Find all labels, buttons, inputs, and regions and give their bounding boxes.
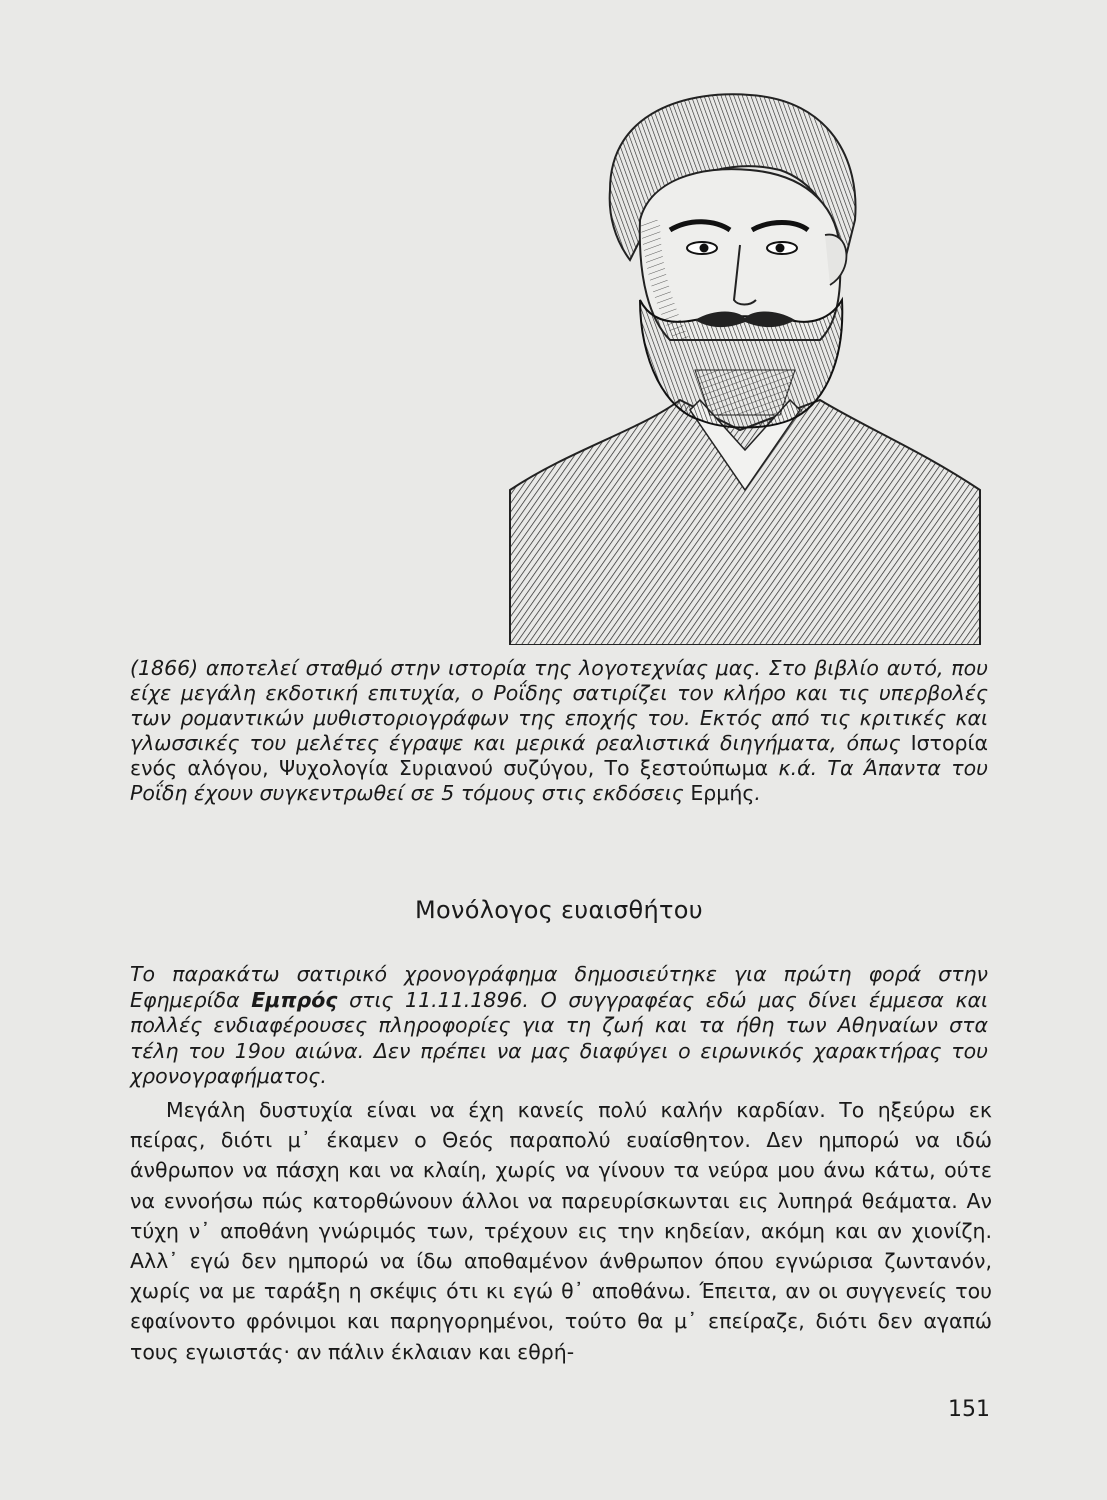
intro-newspaper: Εμπρός xyxy=(251,987,338,1012)
caption-text: (1866) αποτελεί σταθμό στην ιστορία της λογοτεχνίας μας. Στο βιβλίο αυτό, που είχε μεγάλη εκδοτική επιτυχία, ο Ροΐδης σατιρίζει τον κλήρο και τις υπερβολές των ρομαντικών μυθιστοριογράφων της εποχής του. Εκτός από τις κριτικές και γλωσσικές του μελέτες έγραψε και μερικά ρεαλιστικά διηγήματα, όπως xyxy=(130,656,988,755)
caption-works: Ιστορία ενός αλόγου, Ψυχολογία Συριανού συζύγου, Το ξεστούπωμα xyxy=(130,731,988,780)
caption-publisher: Ερμής xyxy=(690,781,755,805)
body-paragraph xyxy=(130,1095,992,1367)
body-text: Μεγάλη δυστυχία είναι να έχη κανείς πολύ καλήν καρδίαν. Το ηξεύρω εκ πείρας, διότι μ᾽ έκαμεν ο Θεός παραπολύ ευαίσθητον. Δεν ημπορώ να ιδώ άνθρωπον να πάσχη και να κλαίη, χωρίς να γίνουν τα νεύρα μου άνω κάτω, ούτε να εννοήσω πώς κατορθώνουν άλλοι να παρευρίσκωνται εις λυπηρά θεάματα. Αν τύχη ν᾽ αποθάνη γνώριμός των, τρέχουν εις την κηδείαν, ακόμη και αν χιονίζη. Αλλ᾽ εγώ δεν ημπορώ να ίδω αποθαμένον άνθρωπον όπου εγνώρισα ζωντανόν, χωρίς να με ταράξη η σκέψις ότι κι εγώ θ᾽ αποθάνω. Έπειτα, αν οι συγγενείς του εφαίνοντο φρόνιμοι και παρηγορημένοι, τούτο θα μ᾽ επείραζε, διότι δεν αγαπώ τους εγωιστάς· αν πάλιν έκλαιαν και εθρή- xyxy=(130,1098,992,1364)
caption-middle: κ.ά. Τα Άπαντα του Ροΐδη έχουν συγκεντρωθεί σε 5 τόμους στις εκδόσεις xyxy=(130,756,988,805)
page-number: 151 xyxy=(948,1397,990,1422)
portrait-engraving xyxy=(490,70,990,645)
caption-end: . xyxy=(754,781,761,805)
intro-after: στις 11.11.1896. Ο συγγραφέας εδώ μας δίνει έμμεσα και πολλές ενδιαφέρουσες πληροφορίες για τη ζωή και τα ήθη των Αθηναίων στα τέλη του 19ου αιώνα. Δεν πρέπει να μας διαφύγει ο ειρωνικός χαρακτήρας του χρονογραφήματος. xyxy=(130,987,988,1088)
intro-note xyxy=(130,962,988,1090)
chapter-title: Μονόλογος ευαισθήτου xyxy=(415,896,703,924)
biographical-caption xyxy=(130,656,988,806)
intro-before: Το παρακάτω σατιρικό χρονογράφημα δημοσιεύτηκε για πρώτη φορά στην Εφημερίδα xyxy=(130,962,988,1012)
